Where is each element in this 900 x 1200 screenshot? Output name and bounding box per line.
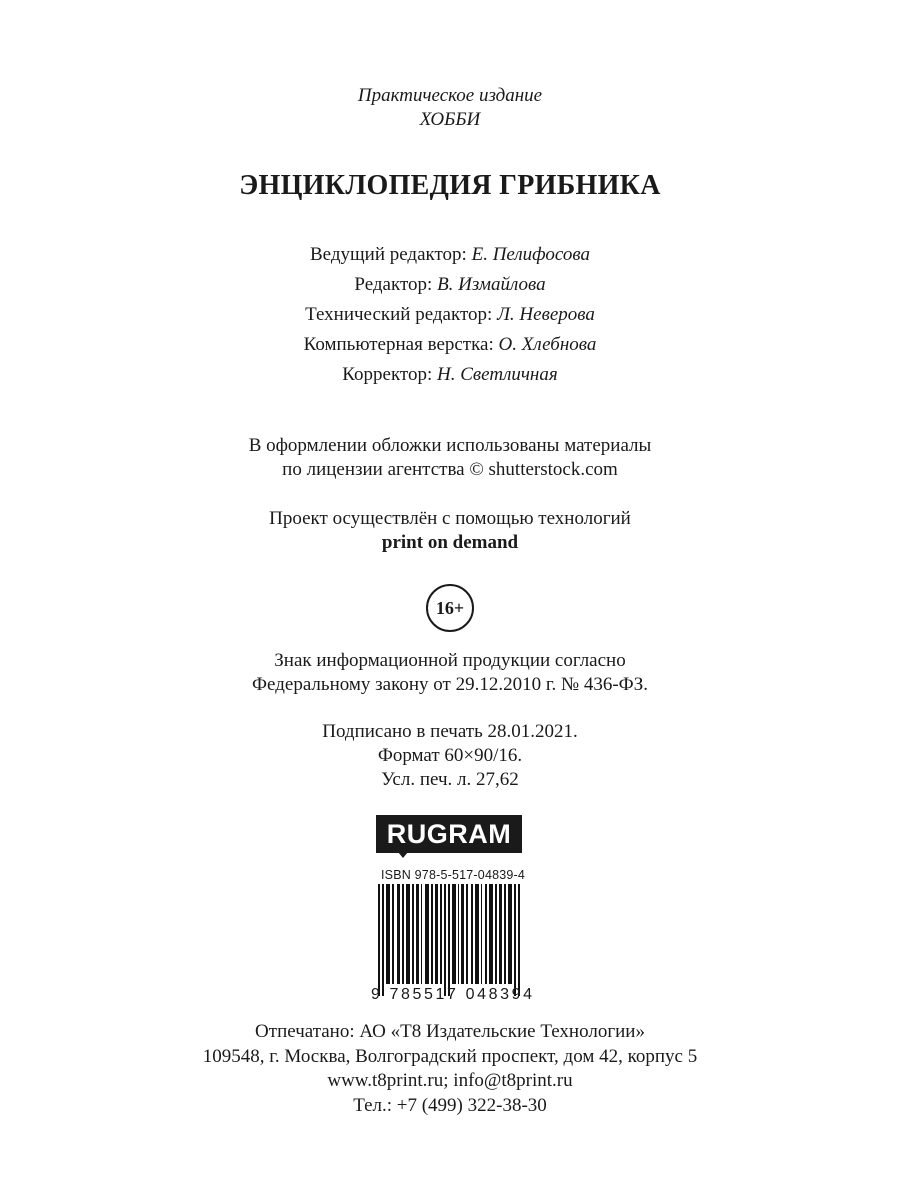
printer-line-1: Отпечатано: АО «Т8 Издательские Технологии»	[255, 1021, 645, 1042]
barcode-digits: 9 785517 048394	[371, 986, 535, 1003]
law-line-2: Федеральному закону от 29.12.2010 г. № 436-ФЗ.	[252, 674, 648, 695]
printer-web-email: www.t8print.ru; info@t8print.ru	[327, 1070, 573, 1091]
printed-sheets: Усл. печ. л. 27,62	[381, 769, 519, 790]
law-line-1: Знак информационной продукции согласно	[274, 650, 626, 671]
project-note	[0, 507, 900, 555]
rugram-logo: RUGRAM	[376, 815, 522, 853]
series-name: ХОББИ	[419, 109, 481, 130]
printer-address: 109548, г. Москва, Волгоградский проспект, дом 42, корпус 5	[202, 1045, 698, 1067]
credit-role: Корректор:	[342, 364, 433, 385]
credit-role: Ведущий редактор:	[310, 244, 467, 265]
law-note	[0, 649, 900, 697]
printer-info	[0, 1020, 900, 1118]
credit-name: О. Хлебнова	[498, 334, 597, 355]
edition-type: Практическое издание	[357, 85, 543, 106]
logo-notch-decoration	[398, 852, 408, 858]
credit-role: Редактор:	[354, 274, 433, 295]
credit-item	[0, 270, 900, 300]
print-info	[0, 720, 900, 792]
credit-item	[0, 330, 900, 360]
credits-list	[0, 240, 900, 390]
format: Формат 60×90/16.	[377, 745, 523, 766]
credit-item	[0, 240, 900, 270]
book-title: ЭНЦИКЛОПЕДИЯ ГРИБНИКА	[239, 170, 661, 201]
credit-role: Компьютерная верстка:	[303, 334, 494, 355]
credit-name: Л. Неверова	[497, 304, 595, 325]
series-block	[0, 84, 900, 132]
printer-phone: Тел.: +7 (499) 322-38-30	[353, 1094, 547, 1116]
cover-credits	[0, 434, 900, 482]
credit-item	[0, 300, 900, 330]
cover-note-line-1: В оформлении обложки использованы материалы	[248, 435, 652, 456]
credit-role: Технический редактор:	[305, 304, 493, 325]
project-line-2: print on demand	[381, 532, 519, 553]
credit-name: Н. Светличная	[437, 364, 558, 385]
credit-name: Е. Пелифосова	[471, 244, 590, 265]
isbn-label: ISBN 978-5-517-04839-4	[381, 868, 526, 882]
credit-name: В. Измайлова	[437, 274, 546, 295]
cover-note-line-2: по лицензии агентства © shutterstock.com	[282, 459, 618, 480]
signed-date: Подписано в печать 28.01.2021.	[322, 721, 578, 742]
credit-item	[0, 360, 900, 390]
project-line-1: Проект осуществлён с помощью технологий	[269, 508, 631, 529]
age-rating-badge: 16+	[426, 584, 474, 632]
